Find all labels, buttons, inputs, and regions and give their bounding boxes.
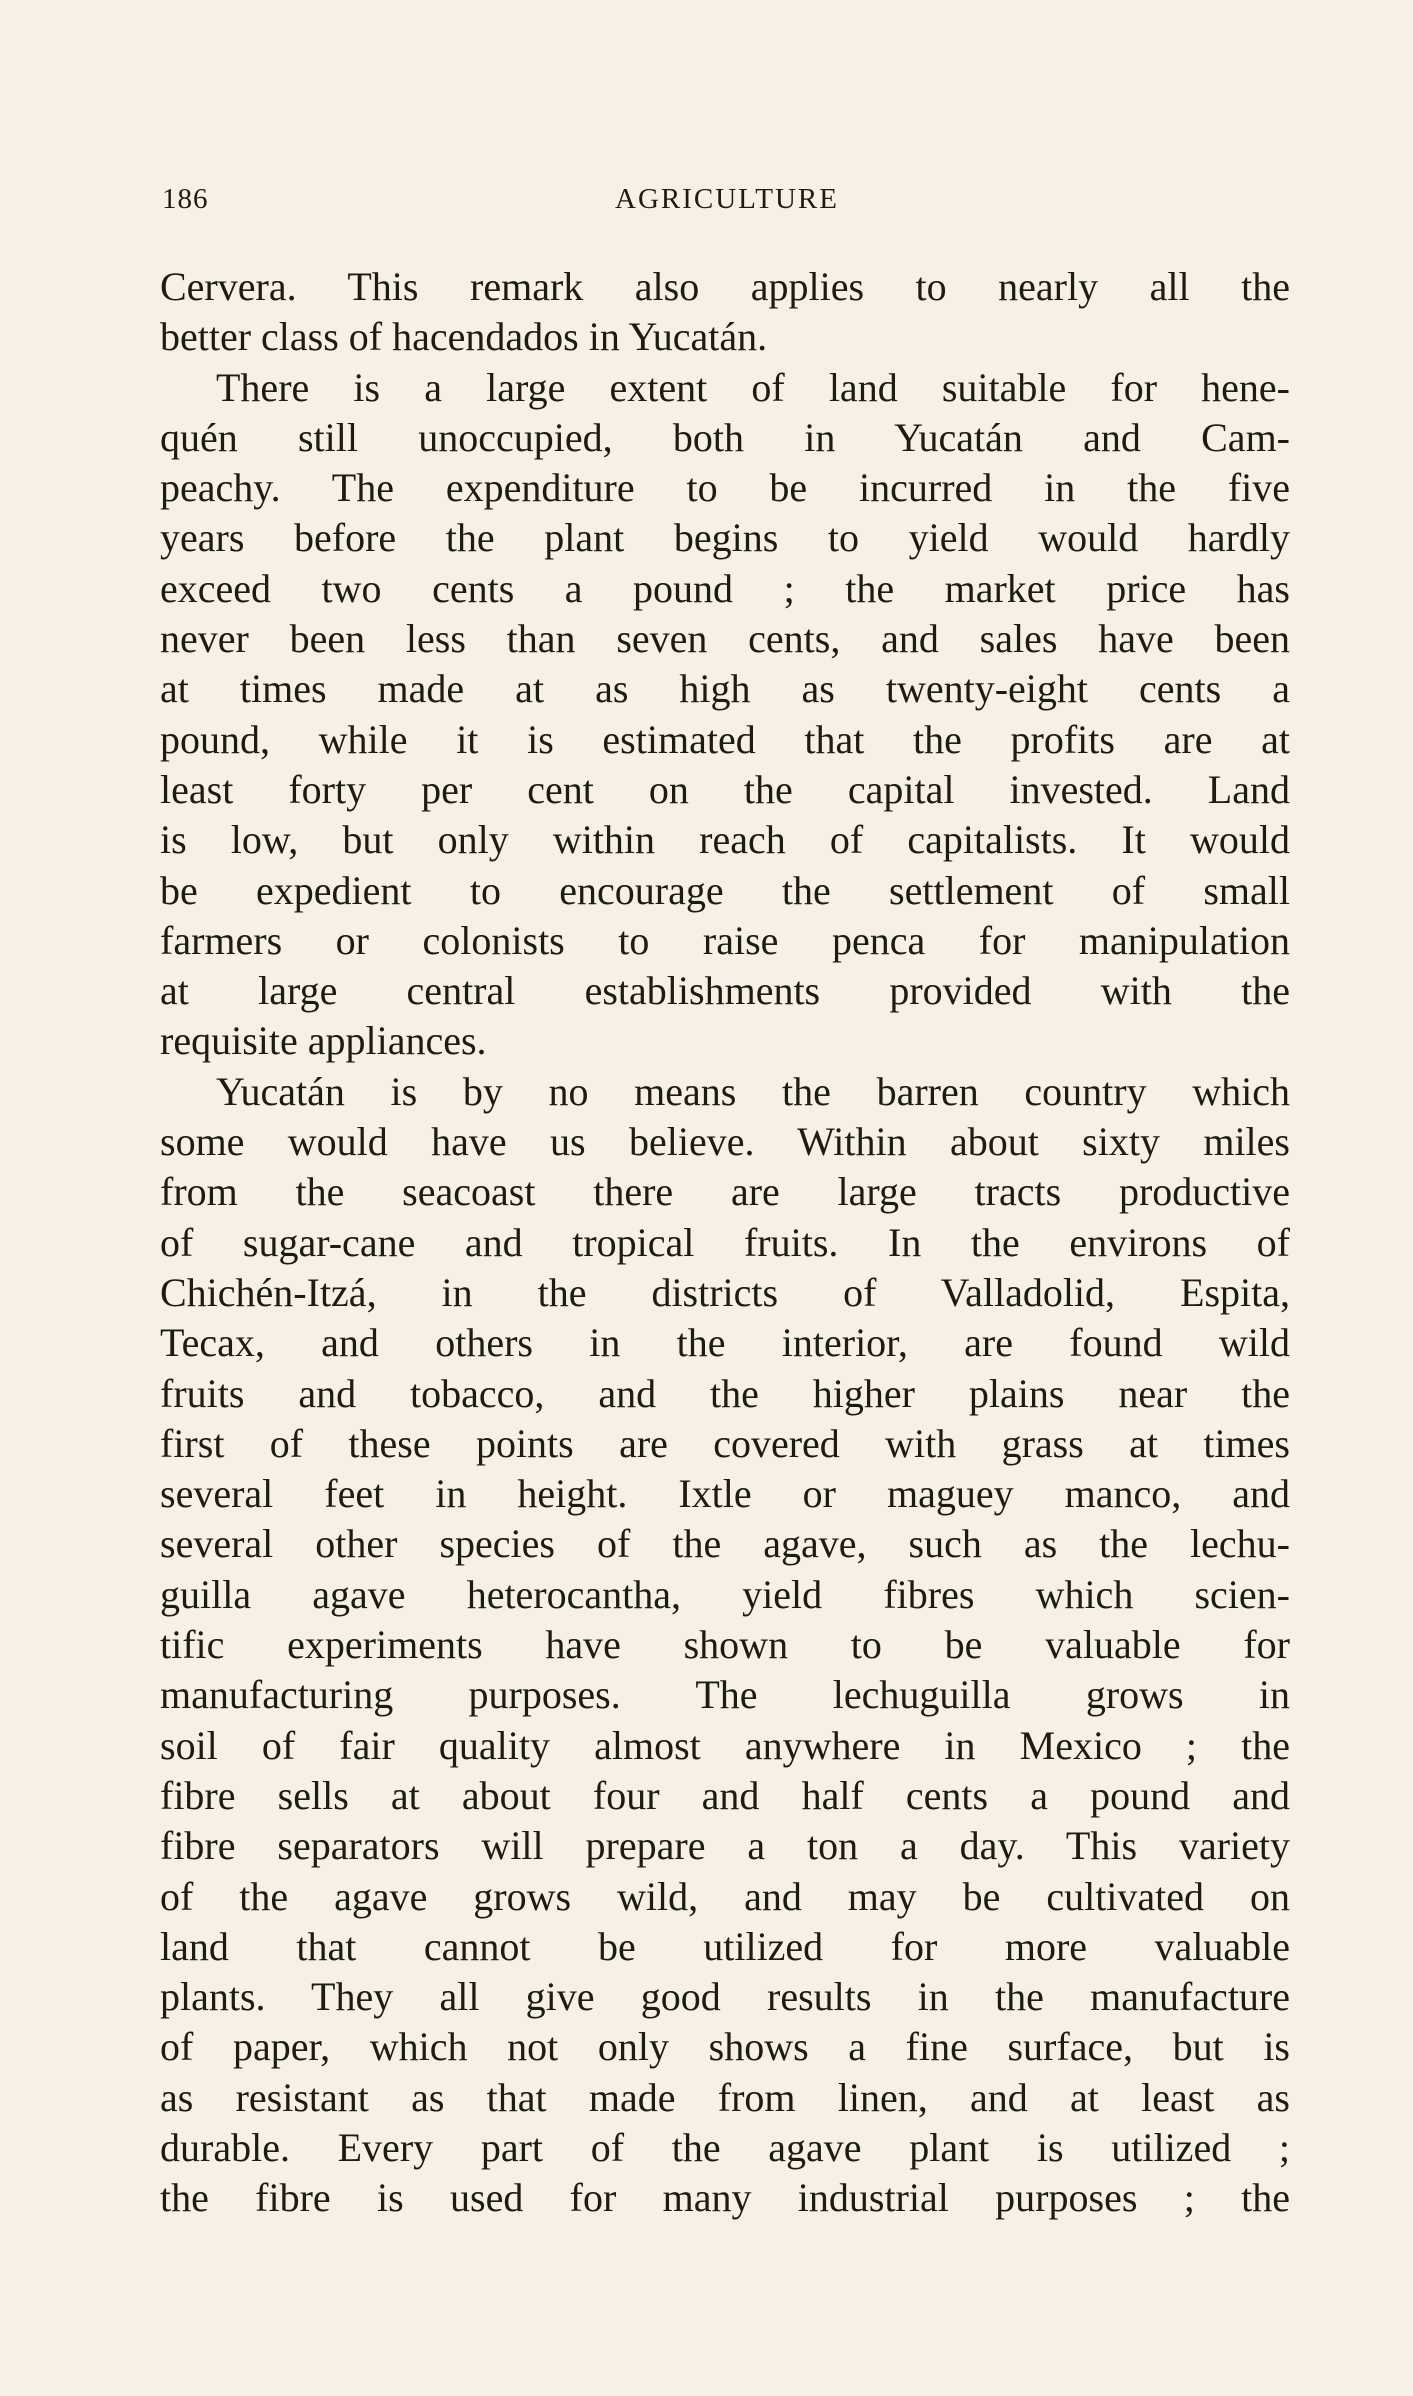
text-line: be expedient to encourage the settlement of small [160,867,1290,913]
text-line: years before the plant begins to yield would hardly [160,515,1290,561]
text-line: some would have us believe. Within about sixty miles [160,1119,1290,1165]
text-line: guilla agave heterocantha, yield fibres which scien- [160,1571,1290,1617]
text-line: better class of hacendados in Yucatán. [160,314,768,360]
text-line: fibre separators will prepare a ton a day. This variety [160,1823,1290,1869]
text-line: tific experiments have shown to be valuable for [160,1622,1290,1668]
text-line: plants. They all give good results in the manufacture [160,1974,1290,2020]
text-line: at times made at as high as twenty-eight cents a [160,666,1290,712]
text-line: Tecax, and others in the interior, are found wild [160,1320,1290,1366]
text-line: Cervera. This remark also applies to nearly all the [160,264,1290,309]
text-line: the fibre is used for many industrial purposes ; the [160,2175,1290,2221]
text-line: never been less than seven cents, and sales have been [160,616,1290,662]
text-line: Yucatán is by no means the barren country which [216,1068,1290,1114]
text-line: farmers or colonists to raise penca for manipulation [160,917,1290,963]
text-line: peachy. The expenditure to be incurred in the five [160,465,1290,511]
text-line: of the agave grows wild, and may be cultivated on [160,1873,1290,1919]
text-line: soil of fair quality almost anywhere in Mexico ; the [160,1722,1290,1768]
text-line: There is a large extent of land suitable for hene- [216,364,1290,410]
text-line: Chichén-Itzá, in the districts of Valladolid, Espita, [160,1269,1290,1315]
body-text [160,262,1290,2224]
text-line: several other species of the agave, such as the lechu- [160,1521,1290,1567]
text-line: exceed two cents a pound ; the market price has [160,565,1290,611]
text-line: requisite appliances. [160,1018,487,1064]
text-line: several feet in height. Ixtle or maguey manco, and [160,1471,1290,1517]
page-number: 186 [162,183,209,215]
text-line: land that cannot be utilized for more valuable [160,1923,1290,1969]
text-line: manufacturing purposes. The lechuguilla grows in [160,1672,1290,1718]
running-title: AGRICULTURE [615,183,839,215]
running-head [162,183,1292,223]
text-line: is low, but only within reach of capitalists. It would [160,817,1290,863]
text-line: least forty per cent on the capital invested. Land [160,766,1290,812]
text-line: first of these points are covered with grass at times [160,1420,1290,1466]
text-line: at large central establishments provided with the [160,968,1290,1014]
text-line: pound, while it is estimated that the profits are at [160,716,1290,762]
text-line: of sugar-cane and tropical fruits. In the environs of [160,1219,1290,1265]
text-line: fibre sells at about four and half cents a pound and [160,1772,1290,1818]
text-line: quén still unoccupied, both in Yucatán and Cam- [160,414,1290,460]
text-line: fruits and tobacco, and the higher plains near the [160,1370,1290,1416]
text-line: durable. Every part of the agave plant is utilized ; [160,2124,1290,2170]
text-line: from the seacoast there are large tracts productive [160,1169,1290,1215]
text-line: as resistant as that made from linen, and at least as [160,2074,1290,2120]
text-line: of paper, which not only shows a fine surface, but is [160,2024,1290,2070]
